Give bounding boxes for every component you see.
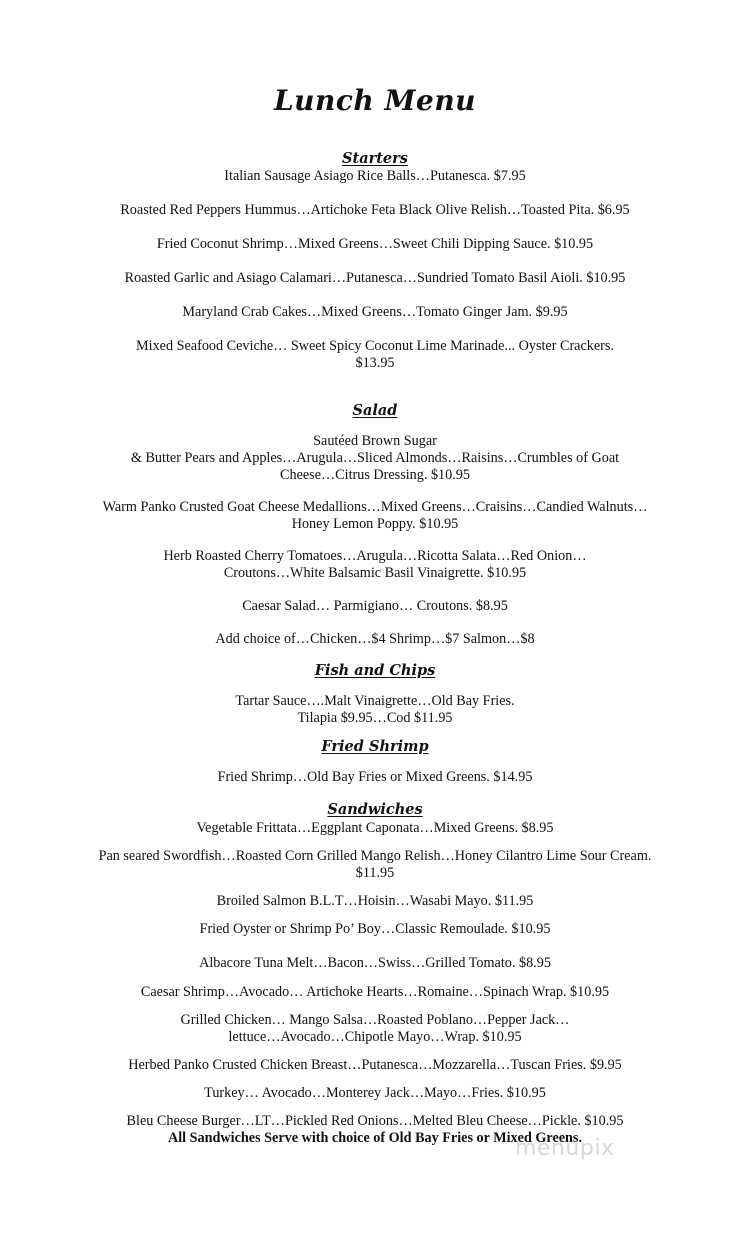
menu-item: Bleu Cheese Burger…LT…Pickled Red Onions…Melted Bleu Cheese…Pickle. $10.95 [126,1113,624,1129]
menu-item: Roasted Red Peppers Hummus…Artichoke Feta Black Olive Relish…Toasted Pita. $6.95 [120,202,630,218]
menu-item: Grilled Chicken… Mango Salsa…Roasted Poblano…Pepper Jack…lettuce…Avocado…Chipotle Mayo…Wrap. $10.95 [180,1012,570,1045]
watermark-logo: menupix [515,1136,615,1161]
section-heading-salad: Salad [352,402,398,419]
menu-item: Pan seared Swordfish…Roasted Corn Grilled Mango Relish…Honey Cilantro Lime Sour Cream. $11.95 [98,848,652,881]
menu-item: Herbed Panko Crusted Chicken Breast…Putanesca…Mozzarella…Tuscan Fries. $9.95 [128,1057,622,1073]
section-heading-sandwiches: Sandwiches [327,801,423,818]
menu-item: Add choice of…Chicken…$4 Shrimp…$7 Salmon…$8 [215,631,535,647]
menu-item: Fried Oyster or Shrimp Po’ Boy…Classic Remoulade. $10.95 [199,921,551,937]
menu-title: Lunch Menu [273,84,477,117]
menu-item: Fried Coconut Shrimp…Mixed Greens…Sweet Chili Dipping Sauce. $10.95 [156,236,594,252]
menu-item: Warm Panko Crusted Goat Cheese Medallions…Mixed Greens…Craisins…Candied Walnuts…Honey Lemon Poppy. $10.95 [102,499,648,532]
menu-item: Fried Shrimp…Old Bay Fries or Mixed Greens. $14.95 [217,769,533,785]
menu-item: Tartar Sauce….Malt Vinaigrette…Old Bay Fries. Tilapia $9.95…Cod $11.95 [235,693,515,726]
menu-item: Albacore Tuna Melt…Bacon…Swiss…Grilled Tomato. $8.95 [199,955,551,971]
menu-item: Herb Roasted Cherry Tomatoes…Arugula…Ricotta Salata…Red Onion…Croutons…White Balsamic Basil Vinaigrette. $10.95 [163,548,587,581]
menu-item: Italian Sausage Asiago Rice Balls…Putanesca. $7.95 [224,168,526,184]
menu-item: Broiled Salmon B.L.T…Hoisin…Wasabi Mayo. $11.95 [216,893,534,909]
menu-item: Vegetable Frittata…Eggplant Caponata…Mixed Greens. $8.95 [196,820,554,836]
section-heading-fish-and-chips: Fish and Chips [314,662,436,679]
menu-item: Roasted Garlic and Asiago Calamari…Putanesca…Sundried Tomato Basil Aioli. $10.95 [124,270,626,286]
menu-item: Caesar Shrimp…Avocado… Artichoke Hearts…Romaine…Spinach Wrap. $10.95 [140,984,610,1000]
menu-item: Sautéed Brown Sugar & Butter Pears and Apples…Arugula…Sliced Almonds…Raisins…Crumbles of Goat Cheese…Citrus Dressing. $10.95 [130,433,620,483]
section-heading-starters: Starters [342,150,408,167]
menu-item: Turkey… Avocado…Monterey Jack…Mayo…Fries. $10.95 [204,1085,546,1101]
menu-item: Maryland Crab Cakes…Mixed Greens…Tomato Ginger Jam. $9.95 [182,304,568,320]
menu-item: Caesar Salad… Parmigiano… Croutons. $8.95 [242,598,508,614]
sandwiches-footnote: All Sandwiches Serve with choice of Old Bay Fries or Mixed Greens. [167,1130,583,1146]
menu-item: Mixed Seafood Ceviche… Sweet Spicy Coconut Lime Marinade... Oyster Crackers. $13.95 [136,338,614,371]
section-heading-fried-shrimp: Fried Shrimp [321,738,429,755]
